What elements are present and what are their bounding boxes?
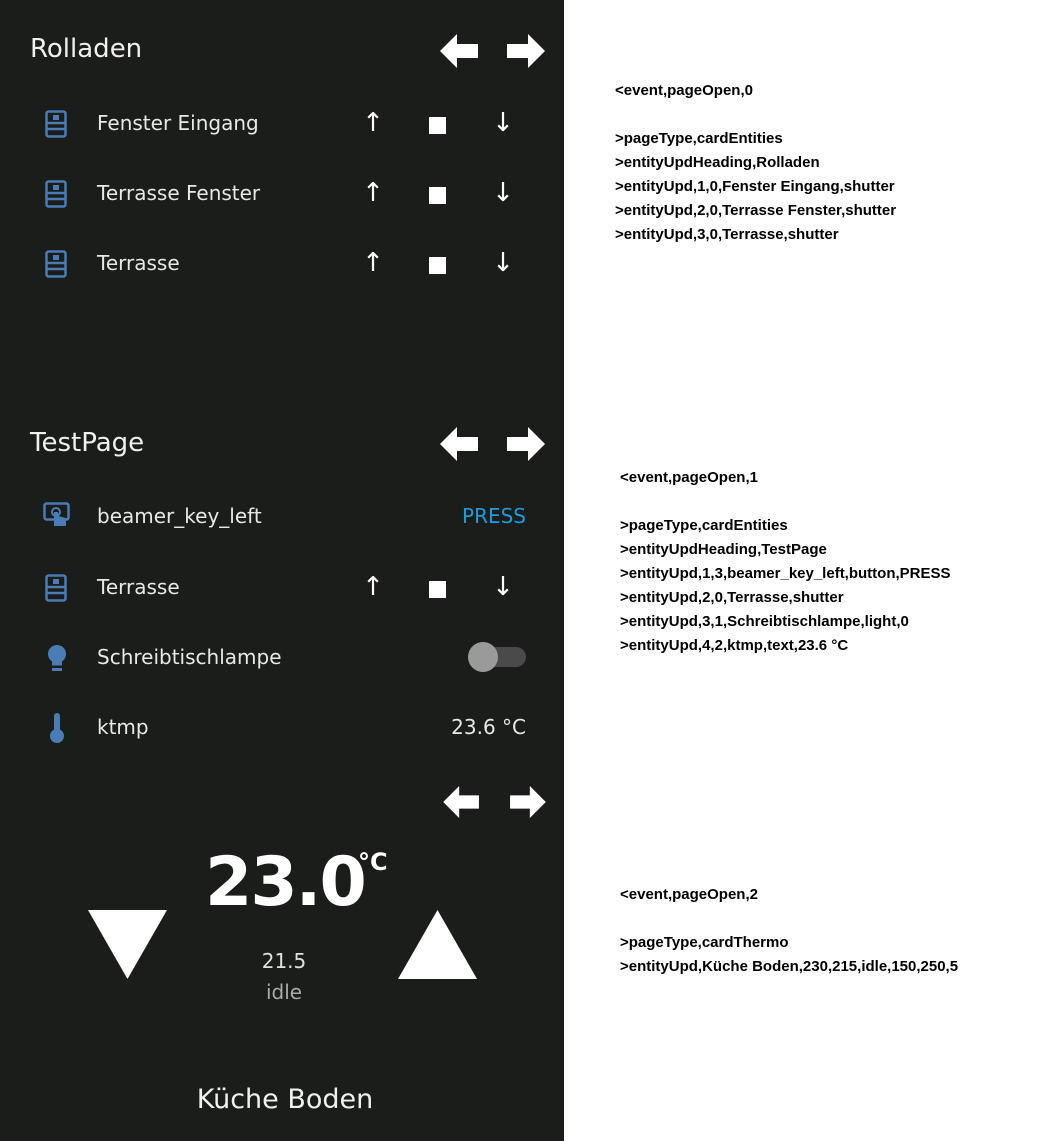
press-button[interactable]: PRESS	[462, 504, 526, 528]
temperature-up-button[interactable]	[398, 910, 478, 980]
log-line: >entityUpd,2,0,Terrasse Fenster,shutter	[615, 202, 897, 219]
log-line: >entityUpdHeading,TestPage	[620, 541, 827, 558]
current-temperature: 21.5	[261, 949, 307, 973]
log-line: <event,pageOpen,1	[620, 469, 758, 486]
log-line: >entityUpd,1,0,Fenster Eingang,shutter	[615, 178, 895, 195]
entity-label: beamer_key_left	[97, 504, 262, 528]
next-page-arrow-icon[interactable]	[505, 427, 545, 461]
log-line: >entityUpd,2,0,Terrasse,shutter	[620, 589, 844, 606]
log-line: >entityUpd,Küche Boden,230,215,idle,150,250,5	[620, 958, 959, 975]
shutter-icon	[45, 180, 67, 208]
shutter-down-button[interactable]: ↓	[492, 248, 514, 278]
log-line	[615, 103, 896, 127]
log-line: >entityUpd,3,1,Schreibtischlampe,light,0	[620, 613, 909, 630]
previous-page-arrow-icon[interactable]	[440, 427, 480, 461]
event-log-page-1	[620, 466, 951, 658]
target-temperature: 23.0	[205, 843, 365, 922]
log-line: >entityUpdHeading,Rolladen	[615, 154, 820, 171]
entity-label: Fenster Eingang	[97, 111, 259, 135]
log-line	[620, 490, 951, 514]
next-page-arrow-icon[interactable]	[508, 786, 546, 818]
log-line: >pageType,cardThermo	[620, 934, 789, 951]
log-line: <event,pageOpen,0	[615, 82, 753, 99]
temperature-down-button[interactable]	[88, 910, 168, 980]
log-line: >pageType,cardEntities	[615, 130, 783, 147]
entity-label: Schreibtischlampe	[97, 645, 282, 669]
log-line	[620, 907, 958, 931]
page-title: Rolladen	[30, 34, 143, 64]
shutter-icon	[45, 110, 67, 138]
entity-label: Terrasse	[97, 575, 180, 599]
shutter-up-button[interactable]: ↑	[362, 572, 384, 602]
next-page-arrow-icon[interactable]	[505, 34, 545, 68]
hvac-state: idle	[265, 980, 303, 1004]
shutter-up-button[interactable]: ↑	[362, 248, 384, 278]
shutter-up-button[interactable]: ↑	[362, 108, 384, 138]
shutter-icon	[45, 574, 67, 602]
shutter-stop-button[interactable]	[429, 581, 446, 598]
shutter-down-button[interactable]: ↓	[492, 178, 514, 208]
previous-page-arrow-icon[interactable]	[443, 786, 481, 818]
entity-label: Terrasse	[97, 251, 180, 275]
event-log-page-0	[615, 79, 896, 247]
lightbulb-icon	[46, 644, 68, 674]
log-line: >entityUpd,3,0,Terrasse,shutter	[615, 226, 839, 243]
temperature-unit: °C	[358, 848, 388, 876]
touch-button-icon	[43, 502, 71, 532]
entity-label: ktmp	[97, 715, 149, 739]
shutter-down-button[interactable]: ↓	[492, 572, 514, 602]
entity-label: Terrasse Fenster	[97, 181, 261, 205]
event-log-page-2	[620, 883, 958, 979]
light-toggle[interactable]	[468, 642, 526, 672]
shutter-stop-button[interactable]	[429, 187, 446, 204]
thermostat-name: Küche Boden	[196, 1084, 374, 1115]
shutter-stop-button[interactable]	[429, 117, 446, 134]
log-line: >entityUpd,1,3,beamer_key_left,button,PRESS	[620, 565, 951, 582]
log-line: >entityUpd,4,2,ktmp,text,23.6 °C	[620, 637, 849, 654]
log-line: >pageType,cardEntities	[620, 517, 788, 534]
shutter-icon	[45, 250, 67, 278]
shutter-down-button[interactable]: ↓	[492, 108, 514, 138]
entity-value: 23.6 °C	[451, 715, 526, 739]
page-title: TestPage	[30, 428, 145, 458]
thermometer-icon	[49, 712, 65, 744]
shutter-stop-button[interactable]	[429, 257, 446, 274]
previous-page-arrow-icon[interactable]	[440, 34, 480, 68]
log-line: <event,pageOpen,2	[620, 886, 758, 903]
shutter-up-button[interactable]: ↑	[362, 178, 384, 208]
